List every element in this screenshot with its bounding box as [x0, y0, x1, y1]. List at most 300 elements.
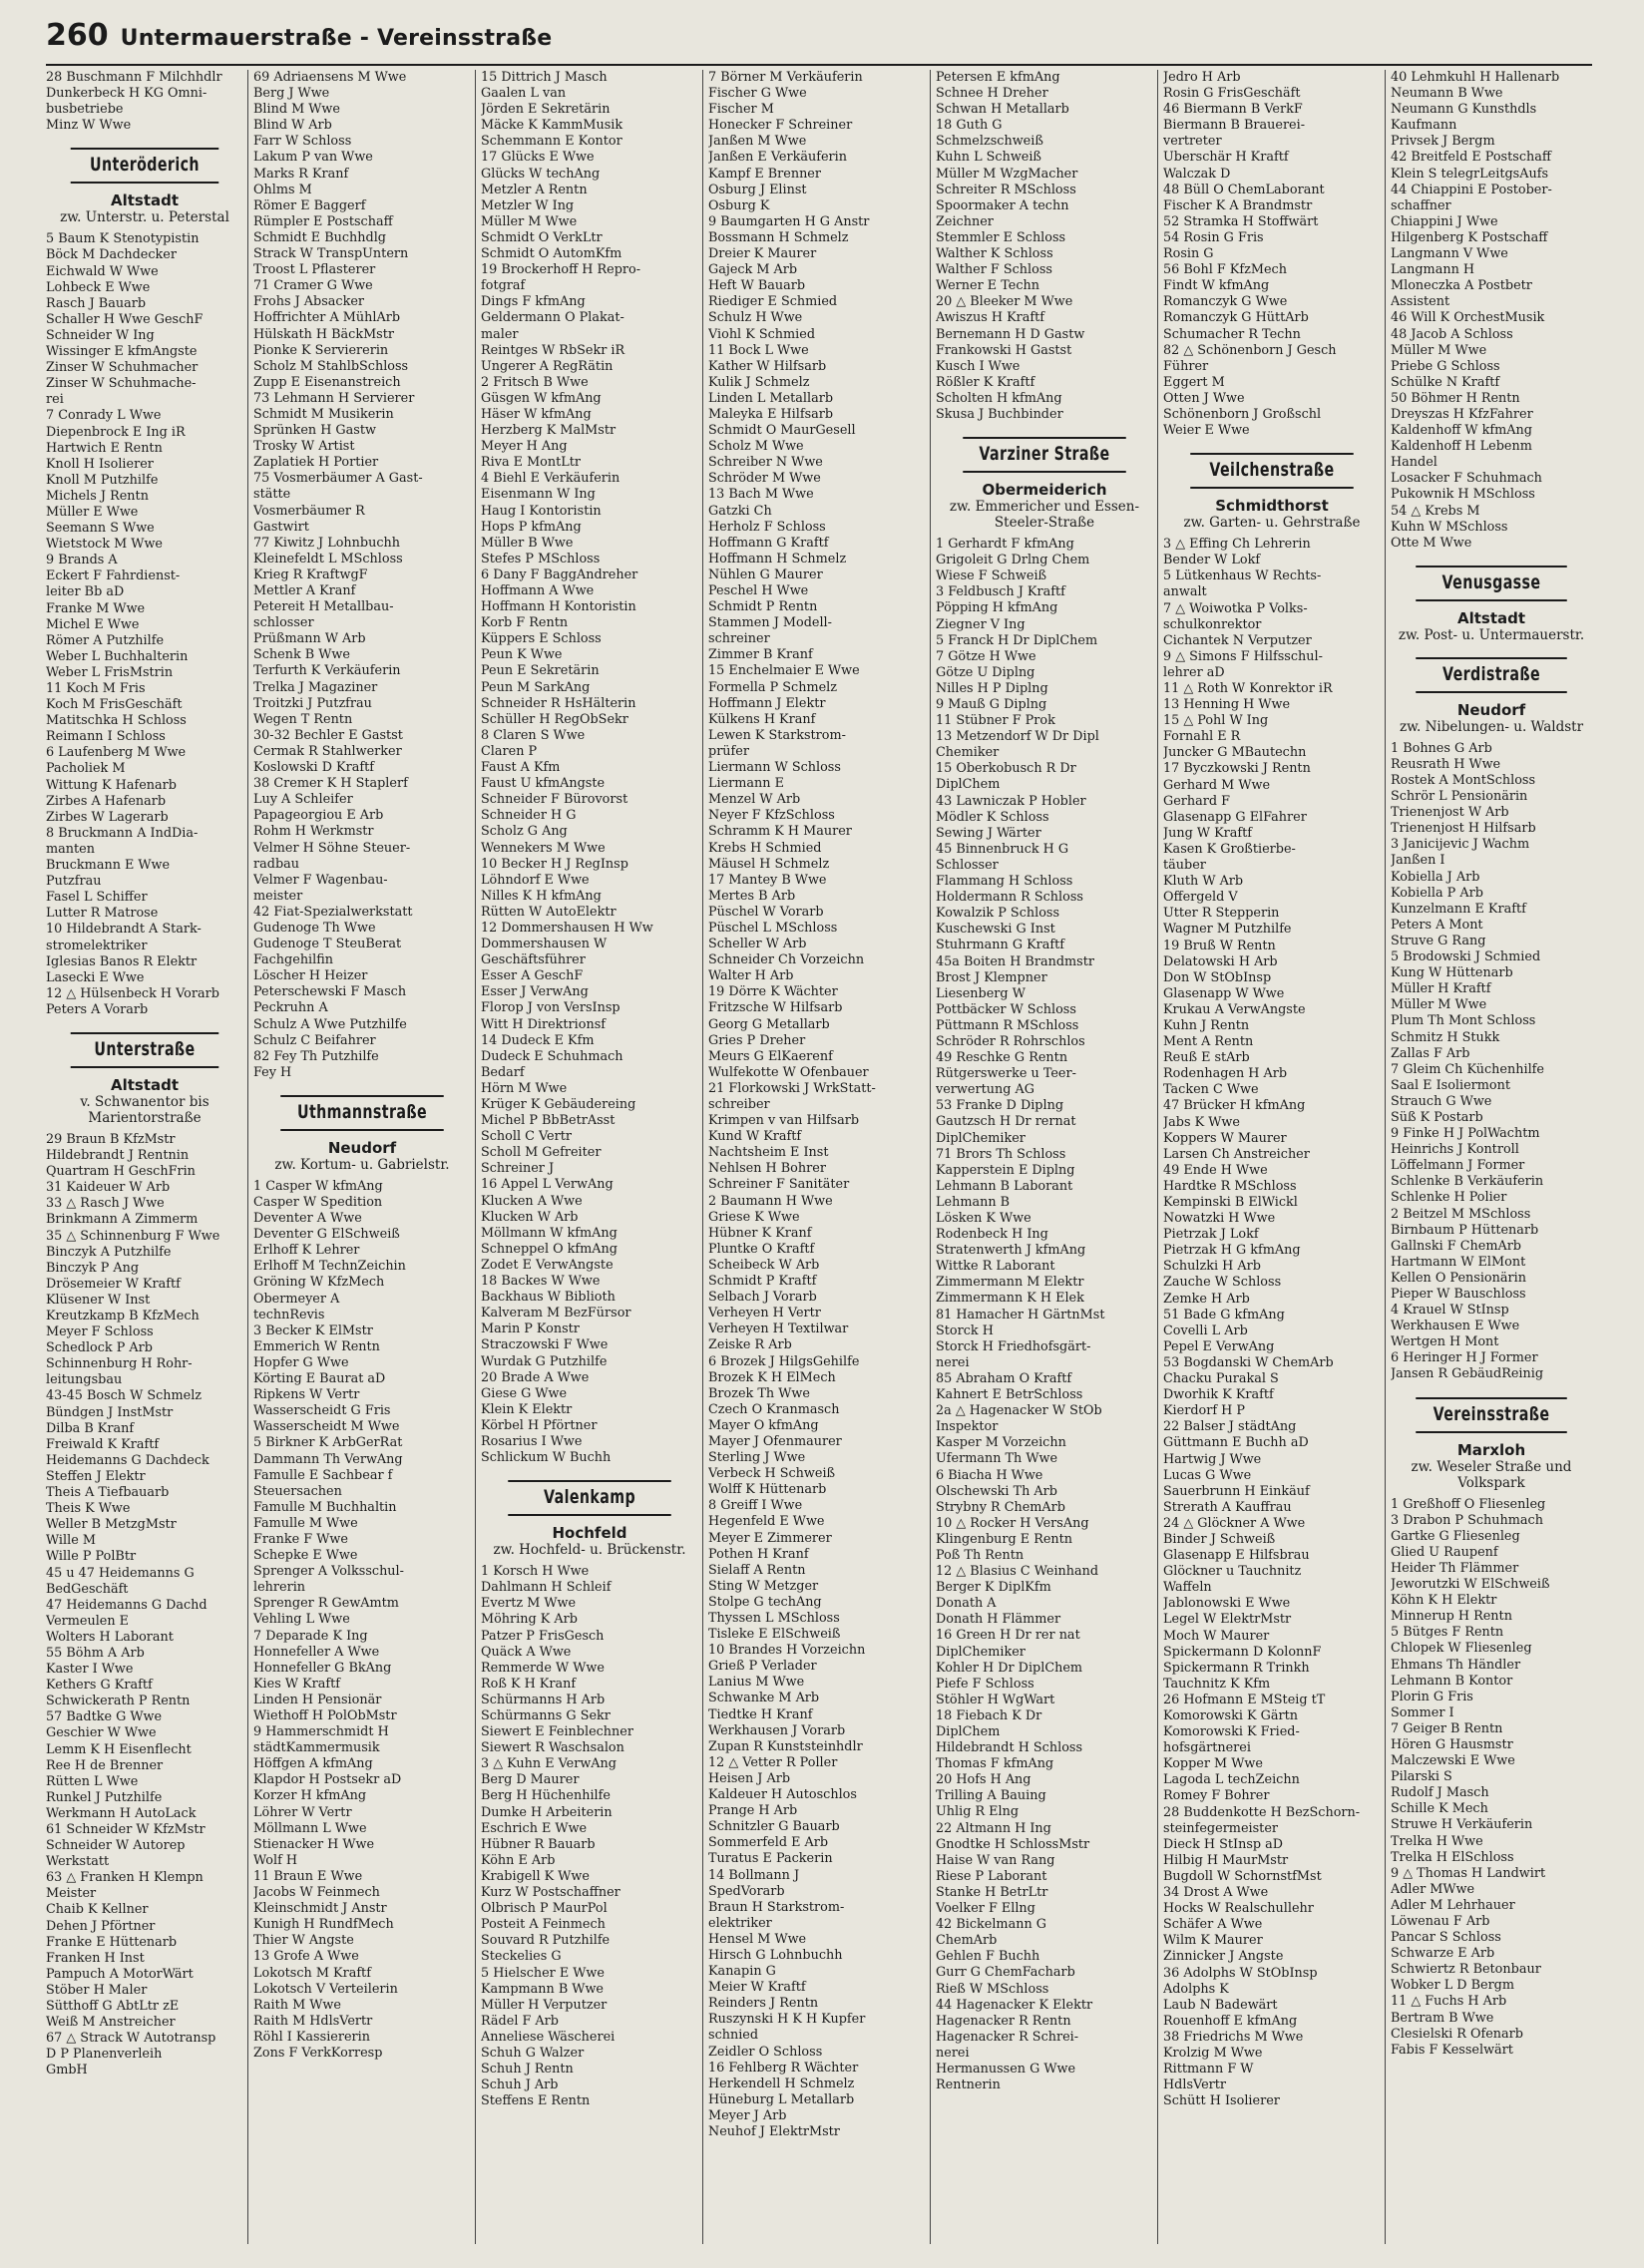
resident-entry: Eschrich E Wwe	[481, 1820, 588, 1836]
resident-entry: 9 Mauß G Diplng	[936, 697, 1047, 712]
resident-entry: Stöber H Maler	[46, 1982, 148, 1998]
column-6	[1163, 70, 1381, 2244]
resident-entry: 85 Abraham O Kraftf	[936, 1370, 1072, 1386]
resident-entry: Franke E Hüttenarb	[46, 1934, 178, 1950]
resident-entry: Adler M Lehrhauer	[1391, 1897, 1515, 1913]
resident-entry: Glied U Raupenf	[1391, 1544, 1498, 1560]
resident-entry: Heider Th Flämmer	[1391, 1560, 1519, 1576]
resident-entry: schulkonrektor	[1163, 616, 1262, 632]
resident-entry: täuber	[1163, 858, 1206, 874]
resident-entry: Kulik J Schmelz	[708, 374, 810, 390]
resident-entry: 71 Cramer G Wwe	[253, 278, 373, 294]
resident-entry: Geschier W Wwe	[46, 1725, 157, 1741]
resident-entry: Steckelies G	[481, 1949, 562, 1965]
resident-entry: Dumke H Arbeiterin	[481, 1804, 613, 1820]
resident-entry: technRevis	[253, 1307, 325, 1323]
resident-entry: Grieß P Verlader	[708, 1659, 817, 1675]
resident-entry: Lanius M Wwe	[708, 1675, 805, 1691]
resident-entry: Quartram H GeschFrin	[46, 1164, 196, 1180]
resident-entry: 51 Bade G kfmAng	[1163, 1307, 1285, 1323]
resident-entry: 11 Koch M Fris	[46, 681, 146, 696]
resident-entry: Sewing J Wärter	[936, 825, 1041, 841]
resident-entry: Trienenjost H Hilfsarb	[1391, 821, 1536, 837]
resident-entry: schaffner	[1391, 197, 1451, 213]
resident-entry: manten	[46, 841, 95, 857]
resident-entry: Assistent	[1391, 294, 1450, 310]
resident-entry: Esser A GeschF	[481, 968, 584, 984]
resident-entry: Prange H Arb	[708, 1803, 798, 1819]
resident-entry: 17 Glücks E Wwe	[481, 150, 595, 166]
resident-entry: Nachtsheim E Inst	[708, 1145, 829, 1161]
resident-entry: Gnodtke H SchlossMstr	[936, 1836, 1090, 1852]
resident-entry: Schmidt O MaurGesell	[708, 423, 856, 439]
resident-entry: Evertz M Wwe	[481, 1596, 577, 1612]
resident-entry: Glasenapp W Wwe	[1163, 985, 1285, 1001]
resident-entry: Zimmer B Kranf	[708, 647, 813, 663]
resident-entry: Putzfrau	[46, 874, 102, 890]
resident-entry: Püschel W Vorarb	[708, 904, 824, 920]
resident-entry: 9 Finke H J PolWachtm	[1391, 1126, 1540, 1142]
resident-entry: Peun K Wwe	[481, 647, 563, 663]
resident-entry: Kempinski B ElWickl	[1163, 1195, 1298, 1210]
resident-entry: maler	[481, 326, 519, 342]
resident-entry: Janßen I	[1391, 853, 1445, 869]
resident-entry: 11 Bock L Wwe	[708, 342, 809, 358]
resident-entry: HdlsVertr	[1163, 2078, 1227, 2093]
resident-entry: Trelka J Magaziner	[253, 679, 378, 695]
resident-entry: 47 Heidemanns G Dachd	[46, 1597, 207, 1613]
resident-entry: Strerath A Kauffrau	[1163, 1499, 1292, 1515]
page-header	[46, 18, 552, 62]
resident-entry: Awiszus H Kraftf	[936, 310, 1045, 326]
resident-entry: Lutter R Matrose	[46, 906, 159, 922]
resident-entry: Gudenoge T SteuBerat	[253, 937, 402, 952]
resident-entry: Schaller H Wwe GeschF	[46, 311, 204, 327]
resident-entry: Schönenborn J Großschl	[1163, 406, 1322, 422]
resident-entry: Krabigell K Wwe	[481, 1868, 590, 1884]
resident-entry: 45 Binnenbruck H G	[936, 841, 1069, 857]
resident-entry: Schumacher R Techn	[1163, 326, 1301, 342]
resident-entry: Thier W Angste	[253, 1933, 354, 1949]
resident-entry: Lokotsch V Verteilerin	[253, 1981, 398, 1997]
resident-entry: 43 Lawniczak P Hobler	[936, 793, 1086, 809]
column-divider	[930, 70, 931, 2244]
resident-entry: Michel E Wwe	[46, 616, 140, 632]
resident-entry: Wasserscheidt G Fris	[253, 1403, 391, 1419]
resident-entry: Birnbaum P Hüttenarb	[1391, 1222, 1539, 1238]
resident-entry: Gudenoge Th Wwe	[253, 920, 376, 936]
resident-entry: Jablonowski E Wwe	[1163, 1596, 1291, 1612]
resident-entry: Werkhausen J Vorarb	[708, 1722, 846, 1738]
resident-entry: 42 Bickelmann G	[936, 1917, 1046, 1933]
resident-entry: Kuhn L Schweiß	[936, 150, 1041, 166]
resident-entry: 53 Bogdanski W ChemArb	[1163, 1354, 1334, 1370]
resident-entry: Schlenke H Polier	[1391, 1190, 1507, 1206]
resident-entry: Peters A Vorarb	[46, 1001, 149, 1017]
resident-entry: Köhn E Arb	[481, 1852, 556, 1868]
resident-entry: 7 Gleim Ch Küchenhilfe	[1391, 1061, 1544, 1077]
resident-entry: Hegenfeld E Wwe	[708, 1514, 825, 1530]
resident-entry: Trelka H ElSchloss	[1391, 1849, 1514, 1865]
resident-entry: Sommerfeld E Arb	[708, 1835, 829, 1851]
resident-entry: nerei	[936, 1354, 970, 1370]
resident-entry: verwertung AG	[936, 1082, 1034, 1098]
resident-entry: Schreiner J	[481, 1161, 555, 1177]
resident-entry: Viohl K Schmied	[708, 326, 816, 342]
resident-entry: Hermanussen G Wwe	[936, 2061, 1076, 2077]
resident-entry: 8 Greiff I Wwe	[708, 1498, 803, 1514]
resident-entry: Ruszynski H K H Kupfer	[708, 2012, 866, 2028]
resident-entry: Wurdak G Putzhilfe	[481, 1353, 608, 1369]
resident-entry: 18 Fiebach K Dr	[936, 1707, 1042, 1723]
resident-entry: Neumann B Wwe	[1391, 86, 1503, 102]
resident-entry: Matitschka H Schloss	[46, 713, 187, 729]
resident-entry: 49 Reschke G Rentn	[936, 1050, 1068, 1066]
resident-entry: Glasenapp E Hilfsbrau	[1163, 1548, 1310, 1564]
resident-entry: Scholten H kfmAng	[936, 390, 1062, 406]
resident-entry: Sprenger A Volksschul-	[253, 1564, 404, 1580]
resident-entry: Mettler A Kranf	[253, 583, 356, 598]
resident-entry: Steuersachen	[253, 1483, 342, 1499]
resident-entry: Waffeln	[1163, 1580, 1212, 1596]
street-range-note: v. Schwanentor bis Marientorstraße	[80, 1093, 209, 1126]
resident-entry: 1 Korsch H Wwe	[481, 1564, 590, 1580]
resident-entry: Gehlen F Buchh	[936, 1949, 1040, 1965]
resident-entry: Peters A Mont	[1391, 917, 1483, 933]
resident-entry: Kellen O Pensionärin	[1391, 1270, 1526, 1286]
resident-entry: Sütthoff G AbtLtr zE	[46, 1999, 180, 2015]
resident-entry: Utter R Stepperin	[1163, 906, 1280, 922]
resident-entry: Kleinschmidt J Anstr	[253, 1901, 387, 1917]
resident-entry: Müller B Wwe	[481, 535, 574, 551]
resident-entry: 53 Franke D Diplng	[936, 1098, 1064, 1114]
resident-entry: Sauerbrunn H Einkäuf	[1163, 1483, 1310, 1499]
resident-entry: 71 Brors Th Schloss	[936, 1146, 1066, 1162]
resident-entry: Jedro H Arb	[1163, 70, 1241, 85]
resident-entry: Stienacker H Wwe	[253, 1836, 375, 1852]
resident-entry: Linden L Metallarb	[708, 390, 834, 406]
resident-entry: Vehling L Wwe	[253, 1612, 350, 1628]
resident-entry: Eggert M	[1163, 374, 1225, 390]
resident-entry: 44 Chiappini E Postober-	[1391, 182, 1552, 197]
resident-entry: Rosarius I Wwe	[481, 1433, 583, 1449]
resident-entry: Schneider F Bürovorst	[481, 792, 628, 808]
resident-entry: Struwe H Verkäuferin	[1391, 1817, 1533, 1833]
resident-entry: Zupan R Kunststeinhdlr	[708, 1738, 863, 1754]
resident-entry: Schlenke B Verkäuferin	[1391, 1174, 1544, 1190]
resident-entry: 17 Byczkowski J Rentn	[1163, 761, 1311, 777]
resident-entry: Pluntke O Kraftf	[708, 1241, 815, 1257]
resident-entry: Thomas F kfmAng	[936, 1756, 1054, 1772]
resident-entry: 44 Hagenacker K Elektr	[936, 1997, 1093, 2013]
resident-entry: 26 Hofmann E MSteig tT	[1163, 1692, 1326, 1707]
resident-entry: Wegen T Rentn	[253, 711, 353, 727]
resident-entry: 20 Brade A Wwe	[481, 1369, 590, 1385]
resident-entry: steinfegermeister	[1163, 1820, 1279, 1836]
resident-entry: Meyer J Arb	[708, 2107, 787, 2123]
resident-entry: Dreier K Maurer	[708, 246, 817, 262]
resident-entry: Roß K H Kranf	[481, 1676, 577, 1692]
resident-entry: Sommer I	[1391, 1704, 1454, 1720]
resident-entry: 29 Braun B KfzMstr	[46, 1131, 176, 1147]
column-divider	[475, 70, 476, 2244]
resident-entry: Strack W TranspUntern	[253, 246, 409, 262]
resident-entry: BedGeschäft	[46, 1581, 129, 1597]
resident-entry: 2 Baumann H Wwe	[708, 1193, 833, 1209]
resident-entry: Kather W Hilfsarb	[708, 358, 827, 374]
resident-entry: Vosmerbäumer R	[253, 503, 365, 519]
resident-entry: Brozek Th Wwe	[708, 1385, 810, 1401]
resident-entry: Schramm K H Maurer	[708, 824, 852, 840]
street-heading: Veilchenstraße	[1190, 453, 1354, 489]
resident-entry: Kahnert E BetrSchloss	[936, 1387, 1083, 1403]
resident-entry: Trosky W Artist	[253, 439, 355, 455]
resident-entry: Riediger E Schmied	[708, 294, 838, 310]
resident-entry: Zirbes W Lagerarb	[46, 809, 169, 825]
resident-entry: Schneider W Autorep	[46, 1838, 186, 1854]
resident-entry: Reintges W RbSekr iR	[481, 342, 625, 358]
resident-entry: Walczak D	[1163, 166, 1231, 182]
resident-entry: Schuh J Arb	[481, 2078, 559, 2093]
resident-entry: Don W StObInsp	[1163, 969, 1272, 985]
resident-entry: Covelli L Arb	[1163, 1323, 1248, 1338]
resident-entry: Köhn K H Elektr	[1391, 1593, 1497, 1609]
column-divider	[1385, 70, 1386, 2244]
resident-entry: Rädel F Arb	[481, 2013, 559, 2029]
resident-entry: Honecker F Schreiner	[708, 118, 853, 134]
resident-entry: Georg G Metallarb	[708, 1016, 830, 1032]
resident-entry: Neyer F KfzSchloss	[708, 808, 835, 824]
resident-entry: Peun M SarkAng	[481, 679, 591, 695]
resident-entry: 82 △ Schönenborn J Gesch	[1163, 342, 1337, 358]
resident-entry: Weber L Buchhalterin	[46, 648, 189, 664]
resident-entry: Bertram B Wwe	[1391, 2010, 1494, 2026]
resident-entry: Famulle M Buchhaltin	[253, 1499, 397, 1515]
resident-entry: Weier E Wwe	[1163, 423, 1250, 439]
resident-entry: meister	[253, 888, 303, 904]
resident-entry: Handel	[1391, 455, 1438, 471]
resident-entry: Hören G Hausmstr	[1391, 1736, 1513, 1752]
resident-entry: Fey H	[253, 1064, 292, 1080]
resident-entry: Menzel W Arb	[708, 792, 801, 808]
resident-entry: Hübner K Kranf	[708, 1225, 812, 1241]
resident-entry: Güsgen W kfmAng	[481, 390, 602, 406]
resident-entry: Sprünken H Gastw	[253, 423, 376, 439]
resident-entry: Schülke N Kraftf	[1391, 374, 1500, 390]
resident-entry: Schulz A Wwe Putzhilfe	[253, 1016, 407, 1032]
resident-entry: Klapdor H Postsekr aD	[253, 1772, 402, 1788]
resident-entry: Stammen J Modell-	[708, 615, 832, 631]
resident-entry: 3 Becker K ElMstr	[253, 1323, 373, 1338]
resident-entry: Franke F Wwe	[253, 1531, 348, 1547]
resident-entry: Scholz G Ang	[481, 824, 568, 840]
resident-entry: Löhndorf E Wwe	[481, 872, 590, 888]
resident-entry: Scholl M Gefreiter	[481, 1145, 602, 1161]
resident-entry: Faust A Kfm	[481, 760, 561, 776]
resident-entry: Scholz M StahlbSchloss	[253, 358, 409, 374]
resident-entry: Gautzsch H Dr rernat	[936, 1114, 1076, 1130]
resident-entry: Rosin G	[1163, 246, 1214, 262]
resident-entry: schreiber	[708, 1097, 770, 1112]
resident-entry: Backhaus W Biblioth	[481, 1290, 616, 1306]
resident-entry: 40 Lehmkuhl H Hallenarb	[1391, 70, 1560, 85]
resident-entry: Gröning W KfzMech	[253, 1275, 385, 1291]
resident-entry: 13 Henning H Wwe	[1163, 697, 1291, 713]
resident-entry: Uhlig R Elng	[936, 1804, 1020, 1820]
resident-entry: 11 Braun E Wwe	[253, 1868, 363, 1884]
resident-entry: Sting W Metzger	[708, 1578, 819, 1594]
resident-entry: Chemiker	[936, 745, 1000, 761]
resident-entry: Larsen Ch Anstreicher	[1163, 1146, 1310, 1162]
resident-entry: Neumann G Kunsthdls	[1391, 102, 1537, 118]
resident-entry: Schedlock P Arb	[46, 1340, 153, 1356]
resident-entry: Anneliese Wäscherei	[481, 2029, 616, 2045]
resident-entry: Glasenapp G ElFahrer	[1163, 809, 1307, 825]
resident-entry: Brozek K H ElMech	[708, 1369, 836, 1385]
column-3	[481, 70, 698, 2244]
resident-entry: Zemke H Arb	[1163, 1291, 1250, 1307]
resident-entry: Tisleke E ElSchweiß	[708, 1627, 841, 1643]
resident-entry: Koslowski D Kraftf	[253, 760, 374, 776]
resident-entry: Kowalzik P Schloss	[936, 906, 1060, 922]
resident-entry: Walter H Arb	[708, 968, 794, 984]
resident-entry: 13 Metzendorf W Dr Dipl	[936, 729, 1099, 745]
resident-entry: DiplChemiker	[936, 1644, 1026, 1660]
resident-entry: 12 △ Blasius C Weinhand	[936, 1564, 1099, 1580]
district-name: Altstadt	[110, 1075, 180, 1094]
resident-entry: Hirsch G Lohnbuchh	[708, 1947, 843, 1963]
resident-entry: Bernemann H D Gastw	[936, 326, 1085, 342]
street-heading: Verdistraße	[1416, 657, 1567, 693]
street-range-note: zw. Garten- u. Gehrstraße	[1183, 515, 1361, 532]
resident-entry: Fasel L Schiffer	[46, 890, 148, 906]
resident-entry: Schreiber N Wwe	[708, 455, 823, 471]
resident-entry: Krüger K Gebäudereing	[481, 1097, 636, 1112]
resident-entry: 49 Ende H Wwe	[1163, 1162, 1268, 1178]
resident-entry: Rasch J Bauarb	[46, 295, 147, 311]
resident-entry: Herholz F Schloss	[708, 519, 826, 535]
resident-entry: Heidemanns G Dachdeck	[46, 1452, 209, 1468]
resident-entry: Pottbäcker W Schloss	[936, 1001, 1076, 1017]
resident-entry: Otte M Wwe	[1391, 535, 1472, 551]
resident-entry: 13 Bach M Wwe	[708, 487, 814, 503]
resident-entry: busbetriebe	[46, 102, 124, 118]
resident-entry: Löwenau F Arb	[1391, 1914, 1490, 1929]
resident-entry: Tacken C Wwe	[1163, 1082, 1259, 1098]
resident-entry: Peterschewski F Masch	[253, 984, 407, 1000]
resident-entry: Privsek J Bergm	[1391, 134, 1495, 150]
resident-entry: Hopfer G Wwe	[253, 1354, 349, 1370]
resident-entry: Schuh J Rentn	[481, 2062, 574, 2078]
resident-entry: Petersen E kfmAng	[936, 70, 1060, 85]
resident-entry: Kung W Hüttenarb	[1391, 965, 1513, 981]
resident-entry: Wittke R Laborant	[936, 1259, 1055, 1275]
resident-entry: 11 △ Fuchs H Arb	[1391, 1994, 1507, 2010]
resident-entry: Pacholiek M	[46, 761, 126, 777]
resident-entry: 16 Fehlberg R Wächter	[708, 2060, 859, 2076]
resident-entry: Klein K Elektr	[481, 1401, 573, 1417]
resident-entry: Rouenhoff E kfmAng	[1163, 2013, 1298, 2029]
resident-entry: Griese K Wwe	[708, 1209, 800, 1225]
resident-entry: Brinkmann A Zimmerm	[46, 1212, 199, 1228]
resident-entry: Müller M WzgMacher	[936, 166, 1078, 182]
resident-entry: Sterling J Wwe	[708, 1450, 806, 1466]
resident-entry: Zimmermann K H Elek	[936, 1291, 1084, 1307]
resident-entry: Zupp E Eisenanstreich	[253, 374, 401, 390]
resident-entry: Stefes P MSchloss	[481, 551, 601, 567]
resident-entry: Jörden E Sekretärin	[481, 102, 611, 118]
resident-entry: Brost J Klempner	[936, 969, 1047, 985]
resident-entry: Rostek A MontSchloss	[1391, 773, 1536, 788]
resident-entry: Cermak R Stahlwerker	[253, 743, 402, 759]
resident-entry: Wolf H	[253, 1852, 298, 1868]
resident-entry: Hoffrichter A MühlArb	[253, 310, 401, 326]
resident-entry: 54 △ Krebs M	[1391, 503, 1480, 519]
resident-entry: Schmelzschweiß	[936, 134, 1043, 150]
resident-entry: Pilarski S	[1391, 1769, 1452, 1785]
resident-entry: Schlosser	[936, 857, 999, 873]
resident-entry: 47 Brücker H kfmAng	[1163, 1098, 1306, 1114]
resident-entry: 48 Jacob A Schloss	[1391, 326, 1513, 342]
district-name: Schmidthorst	[1215, 497, 1329, 516]
resident-entry: Olbrisch P MaurPol	[481, 1901, 608, 1917]
resident-entry: Hardtke R MSchloss	[1163, 1178, 1297, 1194]
resident-entry: Möllmann L Wwe	[253, 1820, 367, 1836]
resident-entry: Kuhn W MSchloss	[1391, 519, 1508, 535]
resident-entry: Zallas F Arb	[1391, 1045, 1470, 1061]
resident-entry: Schwarze E Arb	[1391, 1946, 1495, 1962]
resident-entry: Braun H Starkstrom-	[708, 1899, 845, 1915]
resident-entry: Römer A Putzhilfe	[46, 632, 165, 648]
street-heading: Valenkamp	[508, 1480, 671, 1516]
resident-entry: Lohbeck E Wwe	[46, 279, 151, 295]
resident-entry: vertreter	[1163, 134, 1222, 150]
resident-entry: Spickermann D KolonnF	[1163, 1644, 1322, 1660]
district-name: Altstadt	[1456, 608, 1526, 627]
resident-entry: Knoll H Isolierer	[46, 456, 154, 472]
resident-entry: 35 △ Schinnenburg F Wwe	[46, 1228, 220, 1244]
street-heading: Vereinsstraße	[1416, 1397, 1567, 1433]
resident-entry: Pancar S Schloss	[1391, 1930, 1501, 1946]
resident-entry: Möllmann W kfmAng	[481, 1225, 617, 1241]
resident-entry: Hülskath H BäckMstr	[253, 326, 395, 342]
resident-entry: Erlhoff K Lehrer	[253, 1243, 360, 1259]
resident-entry: Moch W Maurer	[1163, 1628, 1270, 1644]
resident-entry: Eckert F Fahrdienst-	[46, 568, 181, 584]
resident-entry: 7 Deparade K Ing	[253, 1628, 368, 1644]
resident-entry: 1 Casper W kfmAng	[253, 1178, 383, 1194]
resident-entry: Rohm H Werkmstr	[253, 824, 374, 840]
resident-entry: 14 Dudeck E Kfm	[481, 1032, 595, 1048]
resident-entry: 55 Böhm A Arb	[46, 1645, 145, 1661]
resident-entry: Strauch G Wwe	[1391, 1093, 1492, 1109]
resident-entry: Famulle E Sachbear f	[253, 1467, 393, 1483]
resident-entry: 3 Janicijevic J Wachm	[1391, 837, 1530, 853]
resident-entry: Mäcke K KammMusik	[481, 118, 623, 134]
resident-entry: Kaldenhoff H Lebenm	[1391, 439, 1532, 455]
resident-entry: Kund W Kraftf	[708, 1129, 802, 1145]
resident-entry: Neuhof J ElektrMstr	[708, 2124, 840, 2139]
resident-entry: Rütten W AutoElektr	[481, 904, 616, 920]
resident-entry: Luy A Schleifer	[253, 792, 353, 808]
resident-entry: Struve G Rang	[1391, 933, 1486, 948]
resident-entry: prüfer	[708, 743, 749, 759]
resident-entry: 24 △ Glöckner A Wwe	[1163, 1515, 1306, 1531]
resident-entry: Meyer H Ang	[481, 439, 568, 455]
resident-entry: Kopper M Wwe	[1163, 1756, 1263, 1772]
resident-entry: Siewert E Feinblechner	[481, 1724, 633, 1740]
resident-entry: 7 △ Woiwotka P Volks-	[1163, 600, 1308, 616]
